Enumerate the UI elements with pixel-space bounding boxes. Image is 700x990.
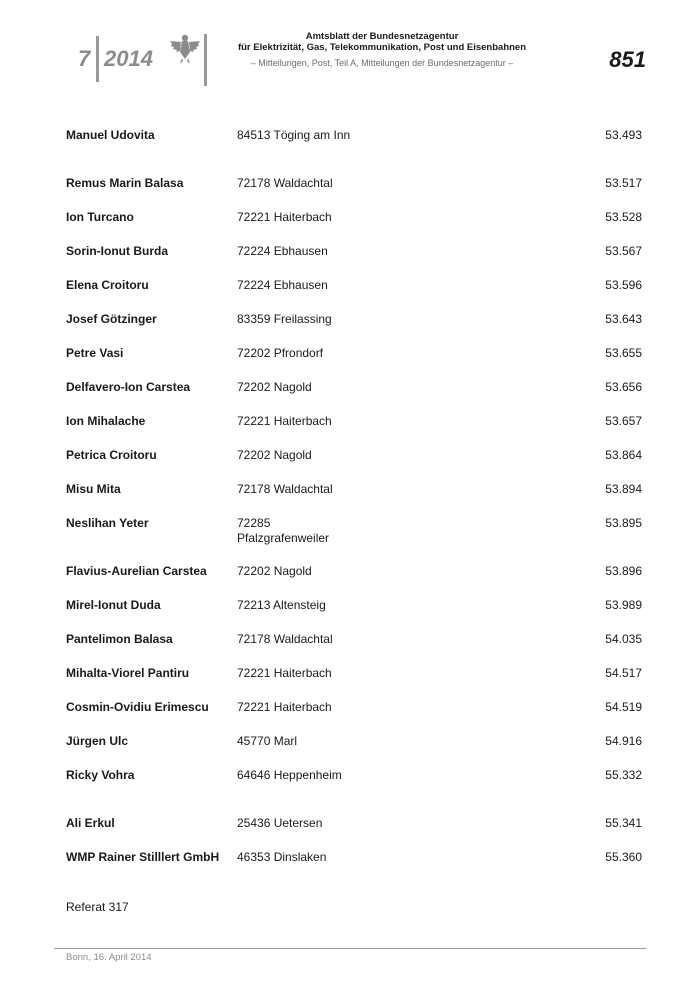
table-row [66, 278, 646, 312]
entry-name: Ion Turcano [66, 210, 134, 224]
entry-name: Delfavero-Ion Carstea [66, 380, 191, 394]
entry-name: Mirel-Ionut Duda [66, 598, 161, 612]
table-row [66, 632, 646, 666]
entry-number: 53.528 [605, 210, 642, 224]
entry-place: 83359 Freilassing [237, 312, 332, 326]
entry-number: 54.035 [605, 632, 642, 646]
issue-number: 7 [78, 46, 91, 71]
eagle-emblem-icon [168, 32, 202, 66]
table-row [66, 210, 646, 244]
entry-name: Mihalta-Viorel Pantiru [66, 666, 190, 680]
entry-place: 72221 Haiterbach [237, 700, 332, 714]
entry-place: 72202 Nagold [237, 564, 312, 578]
gazette-title-line: Amtsblatt der Bundesnetzagentur [305, 31, 459, 42]
entry-name: Ali Erkul [66, 816, 115, 830]
page-number: 851 [609, 47, 646, 72]
entry-number: 53.596 [605, 278, 642, 292]
entry-number: 54.916 [605, 734, 642, 748]
table-row [66, 312, 646, 346]
table-row [66, 346, 646, 380]
table-row [66, 176, 646, 210]
entry-number: 53.567 [605, 244, 642, 258]
table-row [66, 244, 646, 278]
entry-name: Neslihan Yeter [66, 516, 149, 530]
entry-name: Ricky Vohra [66, 768, 135, 782]
entry-place: 84513 Töging am Inn [237, 128, 351, 142]
entry-place: 45770 Marl [237, 734, 298, 748]
entry-place: 72221 Haiterbach [237, 414, 332, 428]
entry-place: 72178 Waldachtal [237, 632, 333, 646]
entry-number: 55.360 [605, 850, 642, 864]
entry-name: Josef Götzinger [66, 312, 157, 326]
entry-name: Pantelimon Balasa [66, 632, 173, 646]
entry-place: 72202 Pfrondorf [237, 346, 324, 360]
entry-place: 72178 Waldachtal [237, 176, 333, 190]
entry-number: 53.864 [605, 448, 642, 462]
table-row [66, 414, 646, 448]
entry-name: Petrica Croitoru [66, 448, 157, 462]
header-divider [96, 36, 99, 82]
entry-name: Flavius-Aurelian Carstea [66, 564, 207, 578]
entry-number: 53.643 [605, 312, 642, 326]
entry-number: 53.655 [605, 346, 642, 360]
entry-number: 54.517 [605, 666, 642, 680]
entry-number: 53.656 [605, 380, 642, 394]
table-row [66, 516, 646, 564]
entry-place: 46353 Dinslaken [237, 850, 327, 864]
entry-name: Petre Vasi [66, 346, 124, 360]
table-row [66, 482, 646, 516]
entry-place: 72178 Waldachtal [237, 482, 333, 496]
table-row [66, 564, 646, 598]
entry-number: 54.519 [605, 700, 642, 714]
table-row [66, 734, 646, 768]
entry-name: Manuel Udovita [66, 128, 155, 142]
entry-place: 72202 Nagold [237, 448, 312, 462]
entry-number: 53.895 [605, 516, 642, 530]
entry-number: 53.493 [605, 128, 642, 142]
entry-place: 72202 Nagold [237, 380, 312, 394]
entry-name: Ion Mihalache [66, 414, 146, 428]
entry-number: 53.989 [605, 598, 642, 612]
header-divider [204, 34, 207, 86]
entry-place: 72221 Haiterbach [237, 210, 332, 224]
table-row [66, 816, 646, 850]
table-row [66, 380, 646, 414]
table-row [66, 598, 646, 632]
entry-name: Remus Marin Balasa [66, 176, 184, 190]
gazette-subtitle: – Mitteilungen, Post, Teil A, Mitteilungen der Bundesnetzagentur – [250, 58, 514, 68]
entry-place: 25436 Uetersen [237, 816, 323, 830]
entry-number: 53.896 [605, 564, 642, 578]
entry-name: WMP Rainer Stilllert GmbH [66, 850, 220, 864]
entries-table [66, 128, 646, 884]
entry-place: 72285 Pfalzgrafenweiler [237, 516, 330, 545]
entry-number: 55.341 [605, 816, 642, 830]
entry-place: 72213 Altensteig [237, 598, 326, 612]
entry-number: 53.657 [605, 414, 642, 428]
gazette-title-line: für Elektrizität, Gas, Telekommunikation, Post und Eisenbahnen [237, 42, 527, 53]
entry-name: Jürgen Ulc [66, 734, 129, 748]
table-row [66, 700, 646, 734]
entry-number: 55.332 [605, 768, 642, 782]
table-row [66, 850, 646, 884]
entry-place: 64646 Heppenheim [237, 768, 342, 782]
table-row [66, 768, 646, 816]
gazette-title [228, 31, 536, 53]
entry-name: Elena Croitoru [66, 278, 149, 292]
entry-name: Misu Mita [66, 482, 121, 496]
footer-divider [54, 948, 646, 949]
entry-number: 53.894 [605, 482, 642, 496]
table-row [66, 128, 646, 162]
entry-place: 72224 Ebhausen [237, 244, 328, 258]
issue-year: 2014 [104, 46, 153, 71]
footer-date: Bonn, 16. April 2014 [66, 952, 152, 963]
referat-label: Referat 317 [66, 900, 129, 914]
entry-name: Sorin-Ionut Burda [66, 244, 168, 258]
table-row [66, 448, 646, 482]
entry-name: Cosmin-Ovidiu Erimescu [66, 700, 209, 714]
entry-place: 72221 Haiterbach [237, 666, 332, 680]
entry-number: 53.517 [605, 176, 642, 190]
table-row [66, 666, 646, 700]
entry-place: 72224 Ebhausen [237, 278, 328, 292]
